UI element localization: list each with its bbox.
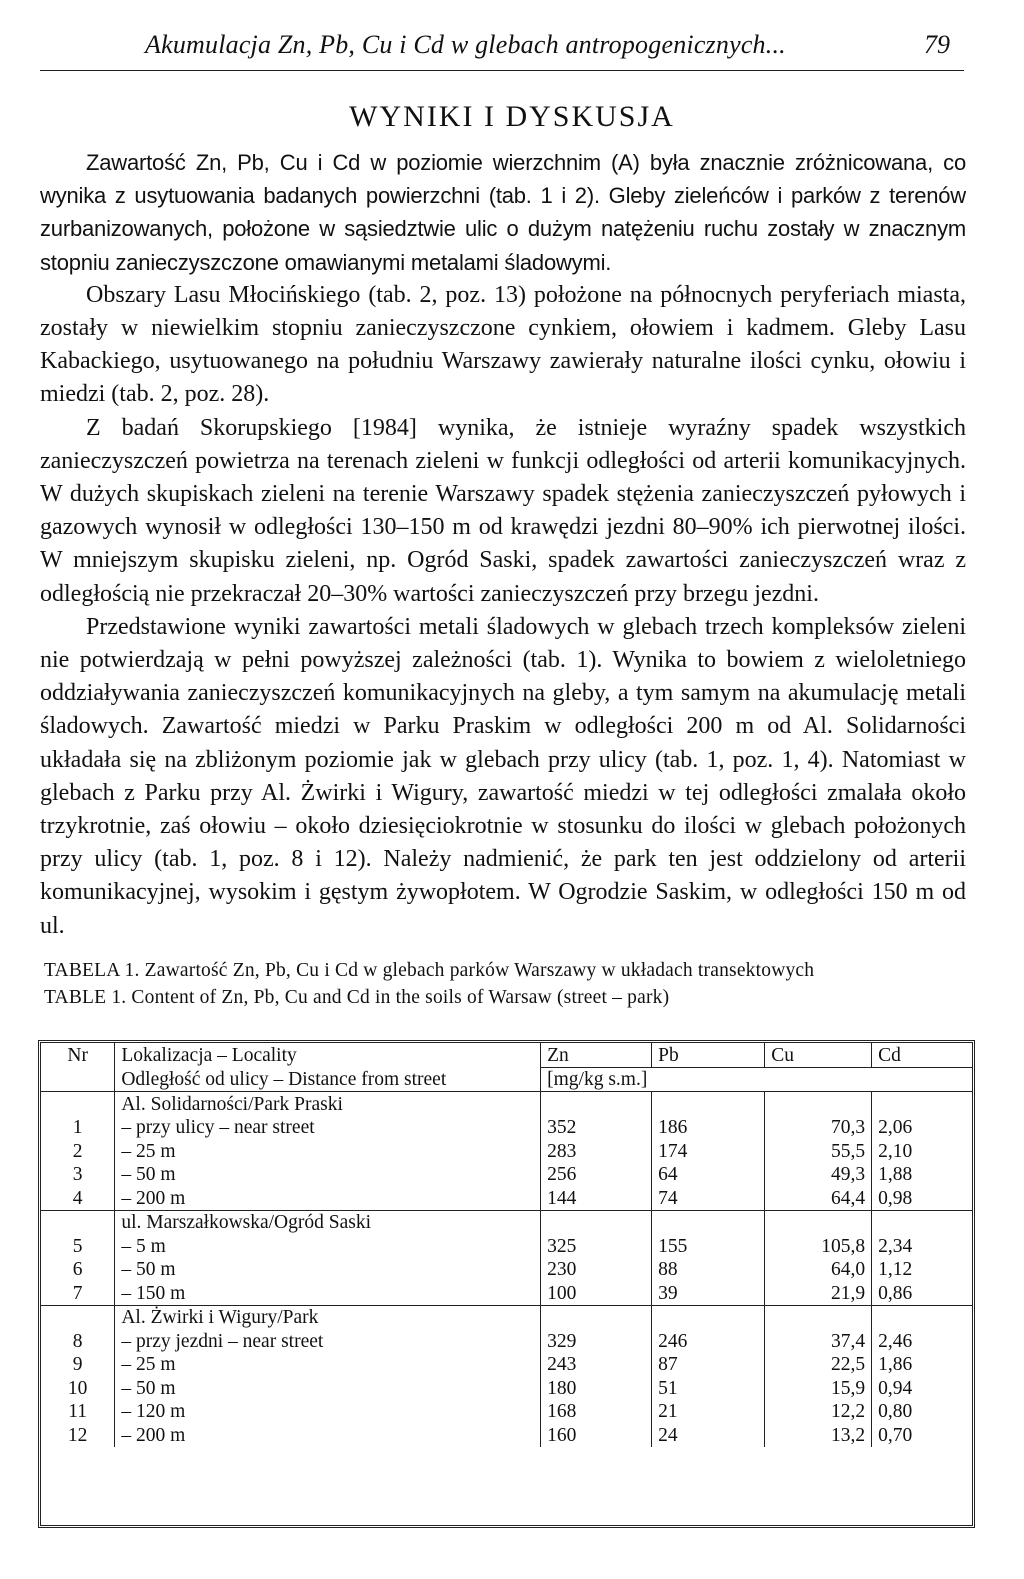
table-row [41,1329,972,1353]
cell-nr: 8 [41,1329,115,1353]
cell-nr: 9 [41,1353,115,1377]
table-row [41,1353,972,1377]
table-row [41,1234,972,1258]
cell-zn: 180 [541,1376,652,1400]
table-row [41,1376,972,1400]
cell-zn: 100 [541,1281,652,1305]
group-blank-cell [765,1305,872,1329]
cell-pb: 186 [652,1116,765,1140]
cell-cd: 1,88 [878,1164,913,1185]
cell-nr: 4 [41,1186,115,1210]
table-row [41,1116,972,1140]
header-cu: Cu [765,1043,872,1067]
cell-location: – 5 m [115,1234,541,1258]
paragraph: Przedstawione wyniki zawartości metali śladowych w glebach trzech kompleksów zieleni nie potwierdzają w pełni powyższej zależności (tab. 1). Wynika to bowiem z wieloletniego oddziaływania zanieczyszczeń komunikacyjnych na gleby, a tym samym na akumulację metali śladowych. Zawartość miedzi w Parku Praskim w odległości 200 m od Al. Solidarności układała się na zbliżonym poziomie jak w glebach przy ulicy (tab. 1, poz. 1, 4). Natomiast w glebach z Parku przy Al. Żwirki i Wigury, zawartość miedzi w tej odległości zmalała około trzykrotnie, zaś ołowiu – około dziesięciokrotnie w stosunku do ilości w glebach położonych przy ulicy (tab. 1, poz. 8 i 12). Należy nadmienić, że park ten jest oddzielony od arterii komunikacyjnej, wysokim i gęstym żywopłotem. W Ogrodzie Saskim, w odległości 150 m od ul. [40,613,966,939]
table-header-row [41,1043,972,1067]
table-row [41,1163,972,1187]
cell-cd: 2,10 [878,1140,913,1162]
data-table [41,1043,972,1447]
cell-cu: 13,2 [765,1423,872,1447]
group-blank-cell [765,1092,872,1116]
group-blank-cell [765,1210,872,1234]
cell-pb: 24 [652,1423,765,1447]
cell-cd: 2,46 [878,1330,913,1352]
cell-zn: 243 [541,1353,652,1377]
cell-pb: 21 [652,1400,765,1424]
header-pb: Pb [652,1043,765,1067]
cell-cu: 49,3 [765,1163,872,1187]
cell-location: – 50 m [115,1258,541,1282]
cell-cd: 2,06 [878,1117,913,1138]
header-nr-blank [41,1067,115,1092]
header-location: Lokalizacja – Locality [115,1043,541,1067]
body-text [40,146,966,943]
cell-location: – przy ulicy – near street [115,1116,541,1140]
header-unit: [mg/kg s.m.] [541,1067,972,1092]
cell-cu: 12,2 [765,1400,872,1424]
group-name: ul. Marszałkowska/Ogród Saski [115,1210,541,1234]
cell-location: – 200 m [115,1186,541,1210]
cell-zn: 352 [541,1116,652,1140]
cell-location: – 150 m [115,1281,541,1305]
group-blank-cell [652,1210,765,1234]
cell-cu: 105,8 [765,1234,872,1258]
cell-nr: 7 [41,1281,115,1305]
running-title: Akumulacja Zn, Pb, Cu i Cd w glebach antropogenicznych... [145,30,786,59]
cell-location: – 50 m [115,1163,541,1187]
group-blank-cell [541,1092,652,1116]
cell-pb: 87 [652,1353,765,1377]
group-blank-cell [872,1305,972,1329]
group-blank-cell [652,1305,765,1329]
table-group-row [41,1305,972,1329]
cell-pb: 74 [652,1186,765,1210]
cell-nr: 1 [41,1116,115,1140]
cell-pb: 51 [652,1376,765,1400]
cell-zn: 329 [541,1329,652,1353]
header-zn: Zn [541,1043,652,1067]
table-row [41,1423,972,1447]
table-row [41,1281,972,1305]
cell-location: – 200 m [115,1423,541,1447]
group-name: Al. Żwirki i Wigury/Park [115,1305,541,1329]
cell-cd: 1,86 [878,1354,913,1375]
cell-cd: 0,70 [878,1424,913,1446]
table-row [41,1186,972,1210]
cell-cd: 0,94 [878,1377,913,1399]
cell-zn: 230 [541,1258,652,1282]
cell-nr: 3 [41,1163,115,1187]
cell-pb: 155 [652,1234,765,1258]
cell-zn: 168 [541,1400,652,1424]
group-name: Al. Solidarności/Park Praski [115,1092,541,1116]
cell-location: – przy jezdni – near street [115,1329,541,1353]
cell-pb: 64 [652,1163,765,1187]
section-heading: WYNIKI I DYSKUSJA [349,100,675,133]
header-nr: Nr [41,1043,115,1067]
table-subheader-row [41,1067,972,1092]
group-nr-blank [41,1210,115,1234]
group-blank-cell [541,1305,652,1329]
cell-cu: 21,9 [765,1281,872,1305]
table-group-row [41,1092,972,1116]
cell-cd: 1,12 [878,1259,913,1280]
cell-cu: 22,5 [765,1353,872,1377]
cell-zn: 325 [541,1234,652,1258]
paragraph: Obszary Lasu Młocińskiego (tab. 2, poz. 13) położone na północnych peryferiach miasta, zostały w niewielkim stopniu zanieczyszczone cynkiem, ołowiem i kadmem. Gleby Lasu Kabackiego, usytuowanego na południu Warszawy zawierały naturalne ilości cynku, ołowiu i miedzi (tab. 2, poz. 28). [40,281,966,408]
cell-nr: 5 [41,1234,115,1258]
cell-zn: 256 [541,1163,652,1187]
cell-nr: 11 [41,1400,115,1424]
data-table-frame [38,1040,975,1528]
table-group-row [41,1210,972,1234]
group-blank-cell [541,1210,652,1234]
cell-pb: 39 [652,1281,765,1305]
cell-cu: 37,4 [765,1329,872,1353]
paragraph: Z badań Skorupskiego [1984] wynika, że istnieje wyraźny spadek wszystkich zanieczyszczeń powietrza na terenach zieleni w funkcji odległości od arterii komunikacyjnych. W dużych skupiskach zieleni na terenie Warszawy spadek stężenia zanieczyszczeń pyłowych i gazowych wynosił w odległości 130–150 m od krawędzi jezdni 80–90% ich pierwotnej ilości. W mniejszym skupisku zieleni, np. Ogród Saski, spadek zawartości zanieczyszczeń wraz z odległością nie przekraczał 20–30% wartości zanieczyszczeń przy brzegu jezdni. [40,414,966,607]
table-caption-en: TABLE 1. Content of Zn, Pb, Cu and Cd in the soils of Warsaw (street – park) [44,987,670,1008]
cell-location: – 25 m [115,1139,541,1163]
header-distance: Odległość od ulicy – Distance from street [115,1067,541,1092]
cell-cd: 0,86 [872,1281,972,1305]
cell-nr: 6 [41,1258,115,1282]
cell-cd: 0,98 [872,1186,972,1210]
cell-zn: 283 [541,1139,652,1163]
cell-pb: 246 [652,1329,765,1353]
cell-cu: 55,5 [765,1139,872,1163]
cell-nr: 10 [41,1376,115,1400]
table-row [41,1139,972,1163]
paragraph: Zawartość Zn, Pb, Cu i Cd w poziomie wierzchnim (A) była znacznie zróżnicowana, co wynika z usytuowania badanych powierzchni (tab. 1 i 2). Gleby zieleńców i parków z terenów zurbanizowanych, położone w sąsiedztwie ulic o dużym natężeniu ruchu zostały w znacznym stopniu zanieczyszczone omawianymi metalami śladowymi. [40,150,966,275]
group-blank-cell [872,1092,972,1116]
group-blank-cell [872,1210,972,1234]
cell-pb: 88 [652,1258,765,1282]
table-caption-pl: TABELA 1. Zawartość Zn, Pb, Cu i Cd w glebach parków Warszawy w układach transektowych [44,960,815,981]
cell-nr: 2 [41,1139,115,1163]
table-row [41,1258,972,1282]
running-header [40,22,964,71]
cell-cu: 15,9 [765,1376,872,1400]
page-number: 79 [924,30,950,59]
group-nr-blank [41,1305,115,1329]
cell-cu: 64,4 [765,1186,872,1210]
group-nr-blank [41,1092,115,1116]
cell-location: – 50 m [115,1376,541,1400]
table-row [41,1400,972,1424]
cell-location: – 120 m [115,1400,541,1424]
cell-location: – 25 m [115,1353,541,1377]
header-cd: Cd [872,1043,972,1067]
cell-cd: 0,80 [878,1401,913,1422]
cell-pb: 174 [652,1139,765,1163]
cell-zn: 144 [541,1186,652,1210]
cell-nr: 12 [41,1423,115,1447]
cell-cu: 70,3 [765,1116,872,1140]
cell-cd: 2,34 [878,1235,913,1257]
cell-zn: 160 [541,1423,652,1447]
cell-cu: 64,0 [765,1258,872,1282]
group-blank-cell [652,1092,765,1116]
